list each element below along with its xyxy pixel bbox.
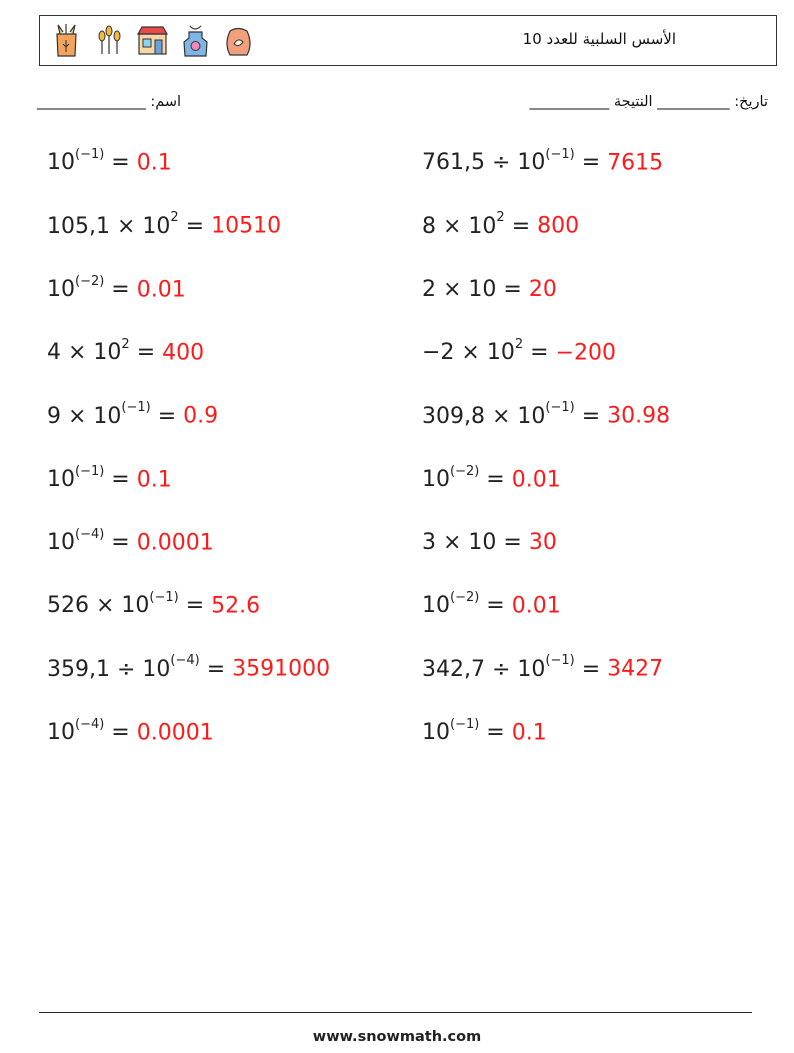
problem-item [422, 653, 664, 682]
problem-answer: 0.1 [511, 720, 547, 746]
problem-expression: $10^{(-4)}$ = [47, 526, 137, 556]
problem-answer: 30 [528, 529, 557, 555]
problem-answer: 0.9 [183, 403, 219, 429]
problem-expression: $342,7 \div 10^{(-1)}$ = [422, 653, 608, 682]
problem-expression: $8 \times 10^2$ = [422, 210, 538, 239]
problem-item [422, 277, 557, 302]
problem-answer: 0.1 [136, 466, 172, 492]
footer-divider [39, 1012, 752, 1013]
problem-expression: $761,5 \div 10^{(-1)}$ = [422, 147, 608, 176]
name-field: اسم: _______________ [37, 94, 182, 110]
problem-answer: 52.6 [211, 593, 261, 619]
problem-answer: 0.1 [136, 150, 172, 176]
problem-item [47, 590, 261, 619]
problem-expression: $9 \times 10^{(-1)}$ = [47, 400, 184, 429]
problem-item [47, 147, 172, 176]
problem-answer: 3591000 [232, 656, 331, 682]
problem-item [422, 147, 664, 176]
problem-expression: 2 × 10 = [422, 276, 529, 302]
problem-answer: 0.01 [511, 593, 561, 619]
problem-expression: $10^{(-2)}$ = [47, 273, 137, 302]
apron-icon [179, 22, 212, 58]
problem-answer: 0.0001 [136, 530, 214, 556]
header-icons [50, 22, 255, 58]
problem-answer: 400 [162, 340, 205, 366]
problem-item [422, 530, 557, 555]
wheat-stalks-icon [93, 22, 126, 58]
problem-answer: 20 [528, 276, 557, 302]
flour-sack-icon [222, 22, 255, 58]
footer-site: www.snowmath.com [312, 1029, 482, 1045]
problem-item [47, 210, 282, 239]
problem-answer: −200 [555, 340, 616, 366]
problem-item [422, 400, 671, 429]
problem-answer: 800 [537, 213, 580, 239]
wheat-bag-icon [50, 22, 83, 58]
problem-item [422, 590, 561, 619]
problem-item [422, 463, 561, 492]
problem-item [47, 273, 186, 302]
problem-item [47, 400, 219, 429]
problem-expression: $10^{(-1)}$ = [47, 463, 137, 492]
problem-expression: $10^{(-1)}$ = [47, 147, 137, 176]
problem-expression: 3 × 10 = [422, 529, 529, 555]
problem-expression: $359,1 \div 10^{(-4)}$ = [47, 653, 233, 682]
problem-item [422, 336, 616, 366]
problem-item [422, 716, 547, 746]
problem-expression: $10^{(-2)}$ = [422, 590, 512, 619]
problem-expression: $4 \times 10^2$ = [47, 336, 163, 366]
problem-expression: $-2 \times 10^2$ = [422, 336, 556, 366]
problem-answer: 3427 [607, 656, 664, 682]
problem-expression: $10^{(-1)}$ = [422, 716, 512, 746]
problem-expression: $10^{(-4)}$ = [47, 716, 137, 746]
problem-item [422, 210, 580, 239]
problem-answer: 0.0001 [136, 720, 214, 746]
problem-expression: $526 \times 10^{(-1)}$ = [47, 590, 212, 619]
problem-answer: 7615 [607, 150, 664, 176]
problem-answer: 30.98 [607, 403, 671, 429]
problem-item [47, 336, 205, 366]
problem-expression: $105,1 \times 10^2$ = [47, 210, 212, 239]
problem-answer: 0.01 [511, 466, 561, 492]
worksheet-title: الأسس السلبية للعدد 10 [522, 30, 676, 48]
problem-expression: $309,8 \times 10^{(-1)}$ = [422, 400, 608, 429]
problem-answer: 10510 [211, 213, 282, 239]
problem-expression: $10^{(-2)}$ = [422, 463, 512, 492]
problem-item [47, 463, 172, 492]
date-score-field: تاريخ: __________ النتيجة ___________ [529, 94, 768, 110]
problem-item [47, 716, 214, 746]
bakery-shop-icon [136, 22, 169, 58]
worksheet-header [39, 15, 777, 66]
problem-item [47, 653, 331, 682]
problem-item [47, 526, 214, 556]
problem-answer: 0.01 [136, 276, 186, 302]
